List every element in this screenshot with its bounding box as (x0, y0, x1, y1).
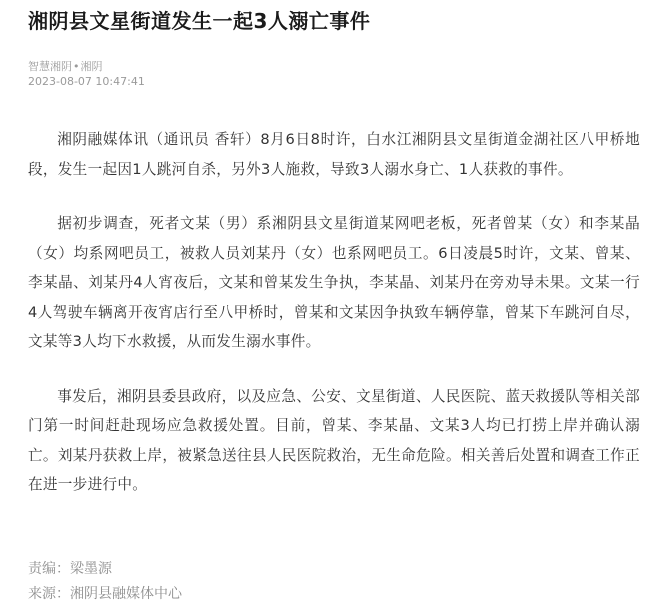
article-title: 湘阴县文星街道发生一起3人溺亡事件 (28, 9, 371, 33)
origin-line (28, 582, 182, 607)
paragraph: 据初步调查，死者文某（男）系湘阴县文星街道某网吧老板，死者曾某（女）和李某晶（女）均系网吧员工，被救人员刘某丹（女）也系网吧员工。6日凌晨5时许，文某、曾某、李某晶、刘某丹4人宵夜后，文某和曾某发生争执，李某晶、刘某丹在旁劝导未果。文某一行4人驾驶车辆离开夜宵店行至八甲桥时，曾某和文某因争执致车辆停靠，曾某下车跳河自尽，文某等3人均下水救援，从而发生溺水事件。 (28, 215, 640, 350)
paragraph: 事发后，湘阴县委县政府，以及应急、公安、文星街道、人民医院、蓝天救援队等相关部门第一时间赶赴现场应急救援处置。目前，曾某、李某晶、文某3人均已打捞上岸并确认溺亡。刘某丹获救上岸，被紧急送往县人民医院救治，无生命危险。相关善后处置和调查工作正在进一步进行中。 (28, 387, 640, 493)
source-name[interactable]: 智慧湘阴 (28, 60, 72, 73)
article (28, 0, 640, 525)
editor-label: 责编： (28, 561, 70, 577)
editor-line (28, 557, 182, 582)
article-source (28, 59, 640, 74)
publish-datetime: 2023-08-07 10:47:41 (28, 75, 145, 88)
paragraph: 湘阴融媒体讯（通讯员 香轩）8月6日8时许，白水江湘阴县文星街道金湖社区八甲桥地段，发生一起因1人跳河自杀，另外3人施救，导致3人溺水身亡、1人获救的事件。 (28, 131, 640, 178)
article-body (28, 125, 640, 500)
origin-label: 来源： (28, 586, 70, 602)
origin-name: 湘阴县融媒体中心 (70, 586, 182, 602)
article-footer (28, 557, 182, 607)
source-channel[interactable]: 湘阴 (80, 60, 103, 73)
source-separator: • (73, 60, 80, 73)
editor-name: 梁墨源 (70, 561, 112, 577)
